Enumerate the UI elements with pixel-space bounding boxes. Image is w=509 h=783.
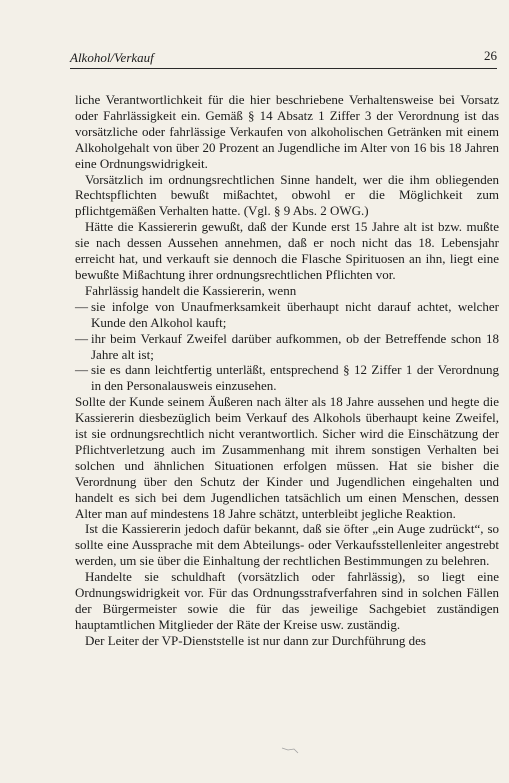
dash-marker: — — [75, 362, 88, 378]
dash-marker: — — [75, 298, 88, 314]
section-title: Alkohol/Verkauf — [70, 50, 154, 65]
dash-marker: — — [75, 330, 88, 346]
paragraph: Fahrlässig handelt die Kassiererin, wenn — [85, 282, 297, 298]
paragraph: Sollte der Kunde seinem Äußeren nach älter als 18 Jahre aussehen und hegte die Kassiererin diesbezüglich beim Verkauf des Alkohols überhaupt keine Zweifel, ist sie ordnungsrechtlich nicht verantwortlich. Sicher wird die Einschätzung der Pflichtverletzung auch im Zusammenhang mit ihrem sonstigen Verhalten bei solchen und ähnlichen Situationen erfolgen müssen. Hat sie bisher die Verordnung über den Schutz der Kinder und Jugendlichen eingehalten und handelt es sich bei dem Jugendlichen tatsächlich um einen Menschen, dessen Alter man auf mindestens 18 Jahre schätzt, unterbleibt jegliche Reaktion. — [75, 394, 499, 521]
list-item-text: sie infolge von Unaufmerksamkeit überhaupt nicht darauf achtet, welcher Kunde den Alkohol kauft; — [91, 298, 499, 330]
list-item — [75, 331, 499, 363]
page-number: 26 — [484, 48, 497, 63]
paragraph: Der Leiter der VP-Dienststelle ist nur dann zur Durchführung des — [85, 632, 426, 648]
body-text — [75, 92, 499, 649]
scan-smudge — [280, 745, 300, 755]
list-item-text: sie es dann leichtfertig unterläßt, entsprechend § 12 Ziffer 1 der Verordnung in den Personalausweis einzusehen. — [91, 362, 499, 394]
paragraph: Handelte sie schuldhaft (vorsätzlich oder fahrlässig), so liegt eine Ordnungswidrigkeit vor. Für das Ordnungsstrafverfahren sind in solchen Fällen der Bürgermeister sowie die für das jeweilige Sachgebiet zuständigen hauptamtlichen Mitglieder der Räte der Kreise usw. zuständig. — [75, 569, 499, 632]
paragraph: Ist die Kassiererin jedoch dafür bekannt, daß sie öfter „ein Auge zudrückt“, so sollte eine Aussprache mit dem Abteilungs- oder Verkaufsstellenleiter angestrebt werden, um sie über die Einhaltung der rechtlichen Bestimmungen zu belehren. — [75, 521, 499, 569]
paragraph: Hätte die Kassiererin gewußt, daß der Kunde erst 15 Jahre alt ist bzw. mußte sie nach dessen Aussehen annehmen, daß er noch nicht das 18. Lebensjahr erreicht hat, und verkauft sie dennoch die Flasche Spirituosen an ihn, liegt eine bewußte Mißachtung ihrer ordnungsrechtlichen Pflichten vor. — [75, 219, 499, 282]
list-item — [75, 362, 499, 394]
paragraph: Vorsätzlich im ordnungsrechtlichen Sinne handelt, wer die ihm obliegenden Rechtspflichten bewußt mißachtet, obwohl er die Möglichkeit zum pflichtgemäßen Verhalten hatte. (Vgl. § 9 Abs. 2 OWG.) — [75, 171, 499, 219]
list-item — [75, 299, 499, 331]
list-item-text: ihr beim Verkauf Zweifel darüber aufkommen, ob der Betreffende schon 18 Jahre alt ist; — [91, 330, 499, 362]
paragraph: liche Verantwortlichkeit für die hier beschriebene Verhaltensweise bei Vorsatz oder Fahrlässigkeit ein. Gemäß § 14 Absatz 1 Ziffer 3 der Verordnung ist das vorsätzliche oder fahrlässige Verkaufen von alkoholischen Getränken mit einem Alkoholgehalt von über 20 Prozent an Jugendliche im Alter von 16 bis 18 Jahren eine Ordnungswidrigkeit. — [75, 92, 499, 171]
running-header — [70, 48, 497, 69]
smudge-mark — [280, 745, 300, 755]
